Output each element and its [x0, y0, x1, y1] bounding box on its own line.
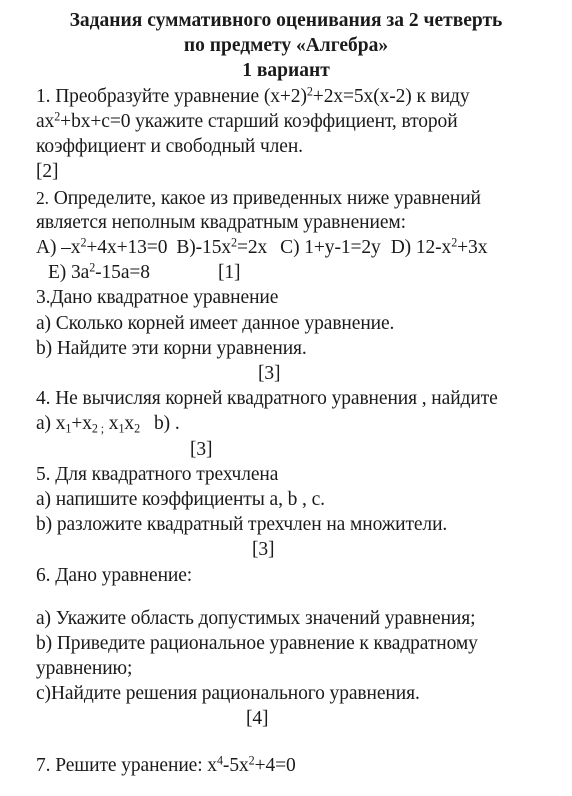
task-6-line-1: 6. Дано уравнение:	[36, 565, 193, 586]
task-3-line-2: a) Сколько корней имеет данное уравнение.	[36, 313, 395, 334]
task-6-score: [4]	[246, 708, 269, 729]
task-1-score: [2]	[36, 161, 59, 182]
option-c: C) 1+y-1=2y	[280, 237, 381, 258]
task-6-line-5: c)Найдите решения рационального уравнения.	[36, 683, 420, 704]
title-line-1: Задания суммативного оценивания за 2 четверть	[69, 10, 503, 31]
task-1-line-2: $ax^2+bx+c=0$ укажите старший коэффициент, второй	[36, 109, 458, 132]
task-3-score: [3]	[258, 363, 281, 384]
task-1-line-3: коэффициент и свободный член.	[36, 136, 303, 157]
title-line-3: 1 вариант	[242, 60, 330, 81]
option-a: A) $-x^2+4x+13=0$	[36, 235, 168, 258]
option-b: $B)-15x^2=2x$	[176, 235, 268, 258]
task-2-option-e-line	[48, 261, 240, 285]
task-5-line-2: a) напишите коэффициенты a, b , c.	[36, 489, 325, 510]
task-2-score: [1]	[217, 262, 241, 283]
task-6-line-3: b) Приведите рациональное уравнение к квадратному	[36, 633, 478, 654]
task-1-line-1: 1. Преобразуйте уравнение $(x+2)^2+2x=5x(x-2)$ к виду	[36, 84, 470, 107]
task-5-line-3: b) разложите квадратный трехчлен на множители.	[36, 514, 448, 535]
task-2-line-1: 2. Определите, какое из приведенных ниже уравнений	[36, 188, 481, 209]
task-5-score: [3]	[252, 539, 275, 560]
task-6-line-4: уравнению;	[36, 658, 133, 679]
task-2-line-2: является неполным квадратным уравнением:	[36, 212, 406, 233]
task-3-line-3: b) Найдите эти корни уравнения.	[36, 338, 307, 359]
task-5-line-1: 5. Для квадратного трехчлена	[36, 464, 279, 485]
task-4-line-2: a) $x_1+x_{2 ;}$ $x_1x_2$ b) .	[36, 413, 180, 436]
option-e: E) $3a^2-15a=8$	[48, 260, 150, 283]
task-2-options	[36, 236, 487, 260]
task-3-line-1: 3.Дано квадратное уравнение	[36, 287, 279, 308]
task-4-line-1: 4. Не вычисляя корней квадратного уравнения , найдите	[36, 388, 498, 409]
task-6-line-2: a) Укажите область допустимых значений уравнения;	[36, 608, 476, 629]
task-4-score: [3]	[190, 439, 213, 460]
title-line-2: по предмету «Алгебра»	[183, 35, 389, 56]
task-7-line: 7. Решите уранение: $x^4-5x^2+4=0$	[36, 753, 296, 776]
option-d: D) $12-x^2+3x$	[390, 235, 488, 258]
